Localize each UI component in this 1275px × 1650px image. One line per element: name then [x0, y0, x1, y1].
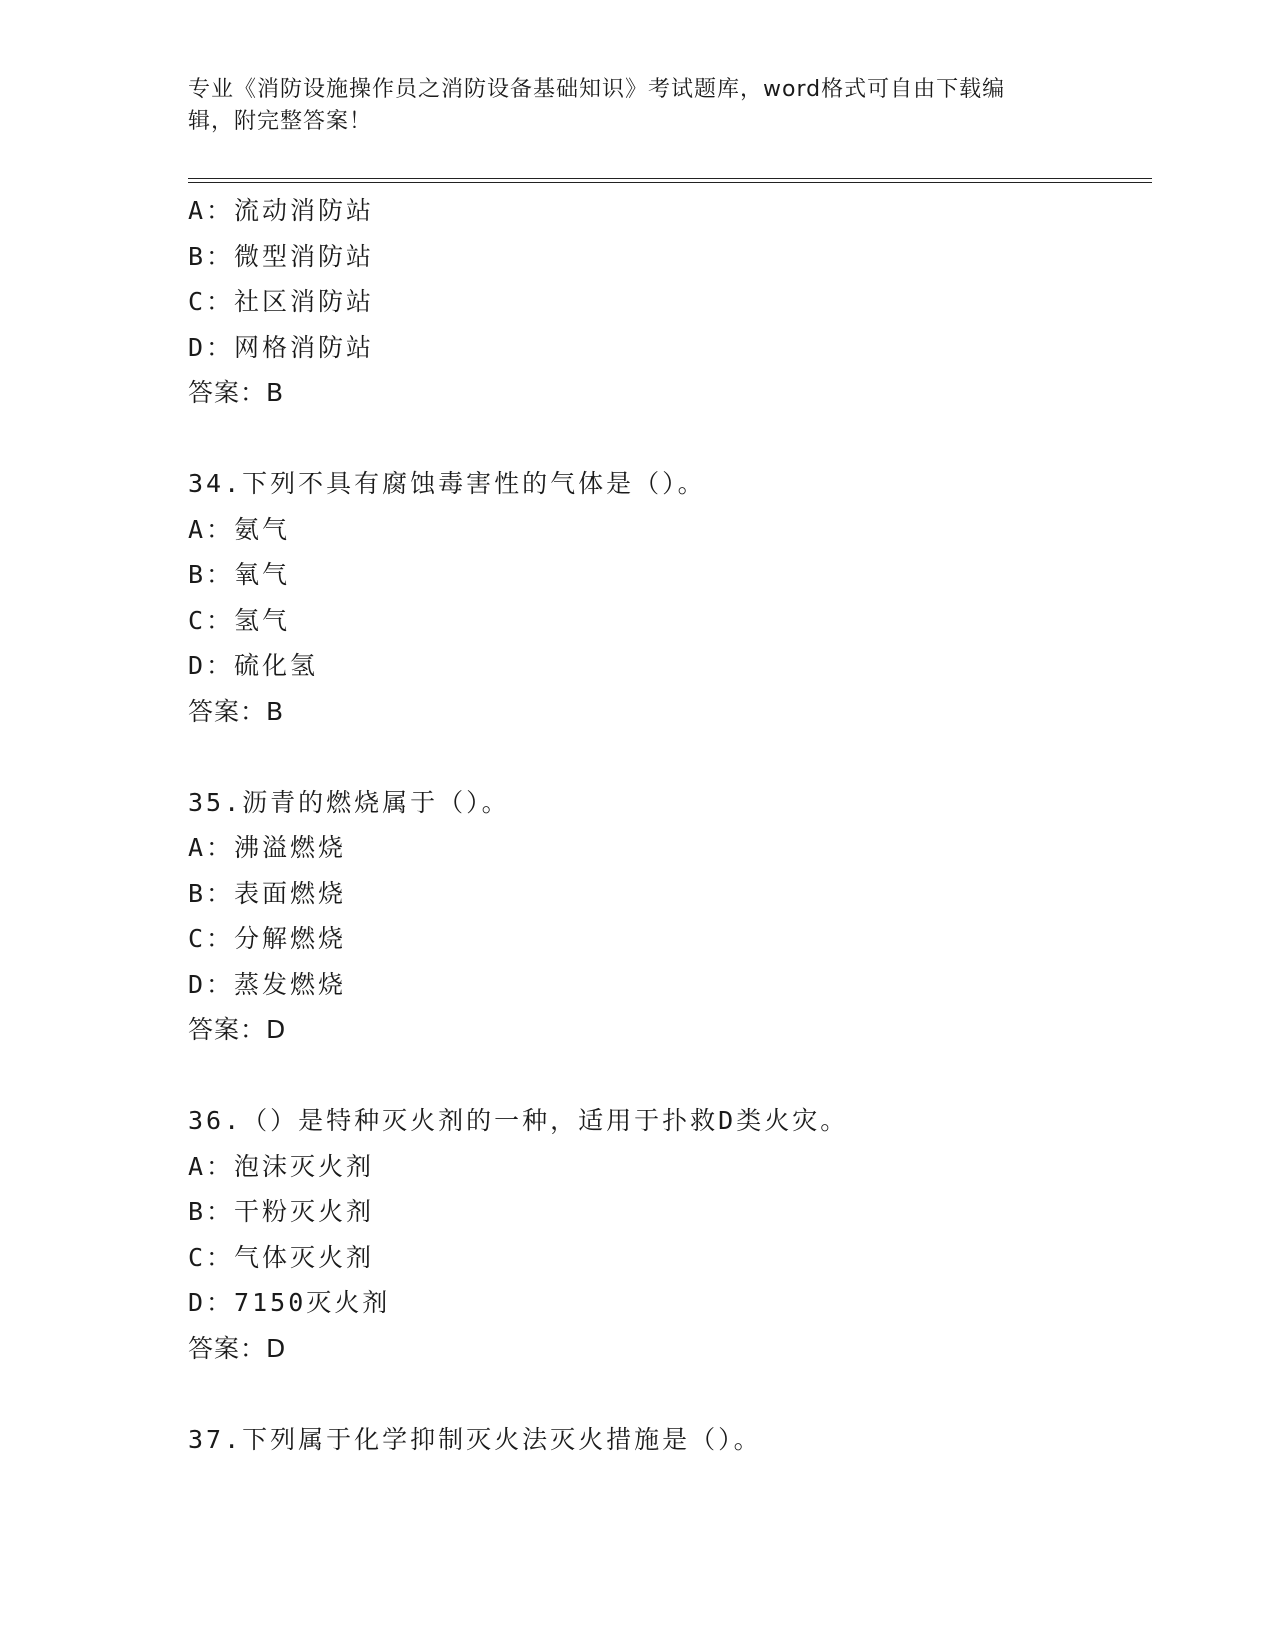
option-a: A：氨气	[188, 514, 291, 544]
question-37	[188, 1417, 1148, 1463]
option-b: B：微型消防站	[188, 241, 375, 271]
header-line-1: 专业《消防设施操作员之消防设备基础知识》考试题库，word格式可自由下载编	[188, 77, 1006, 102]
option-b: B：氧气	[188, 560, 291, 589]
option-d: D：硫化氢	[188, 651, 319, 680]
option-a: A：流动消防站	[188, 196, 375, 225]
header-line-2: 辑，附完整答案！	[188, 109, 373, 134]
option-a: A：沸溢燃烧	[188, 833, 347, 862]
question-stem: 35.沥青的燃烧属于（）。	[188, 787, 510, 817]
option-c: C：分解燃烧	[188, 924, 347, 953]
question-34	[188, 461, 1148, 734]
document-header	[188, 74, 1088, 138]
answer-line: 答案：D	[188, 1333, 287, 1363]
option-c: C：氢气	[188, 605, 291, 635]
question-stem: 37.下列属于化学抑制灭火法灭火措施是（）。	[188, 1424, 762, 1454]
option-c: C：社区消防站	[188, 287, 375, 316]
answer-line: 答案：D	[188, 1015, 287, 1044]
question-list	[188, 188, 1148, 1462]
question-stem: 34.下列不具有腐蚀毒害性的气体是（）。	[188, 469, 706, 498]
option-d: D：蒸发燃烧	[188, 969, 347, 999]
option-d: D：网格消防站	[188, 332, 375, 362]
question-stem: 36.（）是特种灭火剂的一种，适用于扑救D类火灾。	[188, 1106, 849, 1135]
header-double-rule	[188, 178, 1152, 183]
option-b: B：干粉灭火剂	[188, 1197, 375, 1226]
option-a: A：泡沫灭火剂	[188, 1151, 375, 1181]
question-33-continued	[188, 188, 1148, 416]
option-d: D：7150灭火剂	[188, 1288, 391, 1317]
option-c: C：气体灭火剂	[188, 1242, 375, 1272]
question-35	[188, 780, 1148, 1053]
question-36	[188, 1098, 1148, 1371]
answer-line: 答案：B	[188, 696, 285, 726]
answer-line: 答案：B	[188, 378, 285, 407]
option-b: B：表面燃烧	[188, 878, 347, 908]
